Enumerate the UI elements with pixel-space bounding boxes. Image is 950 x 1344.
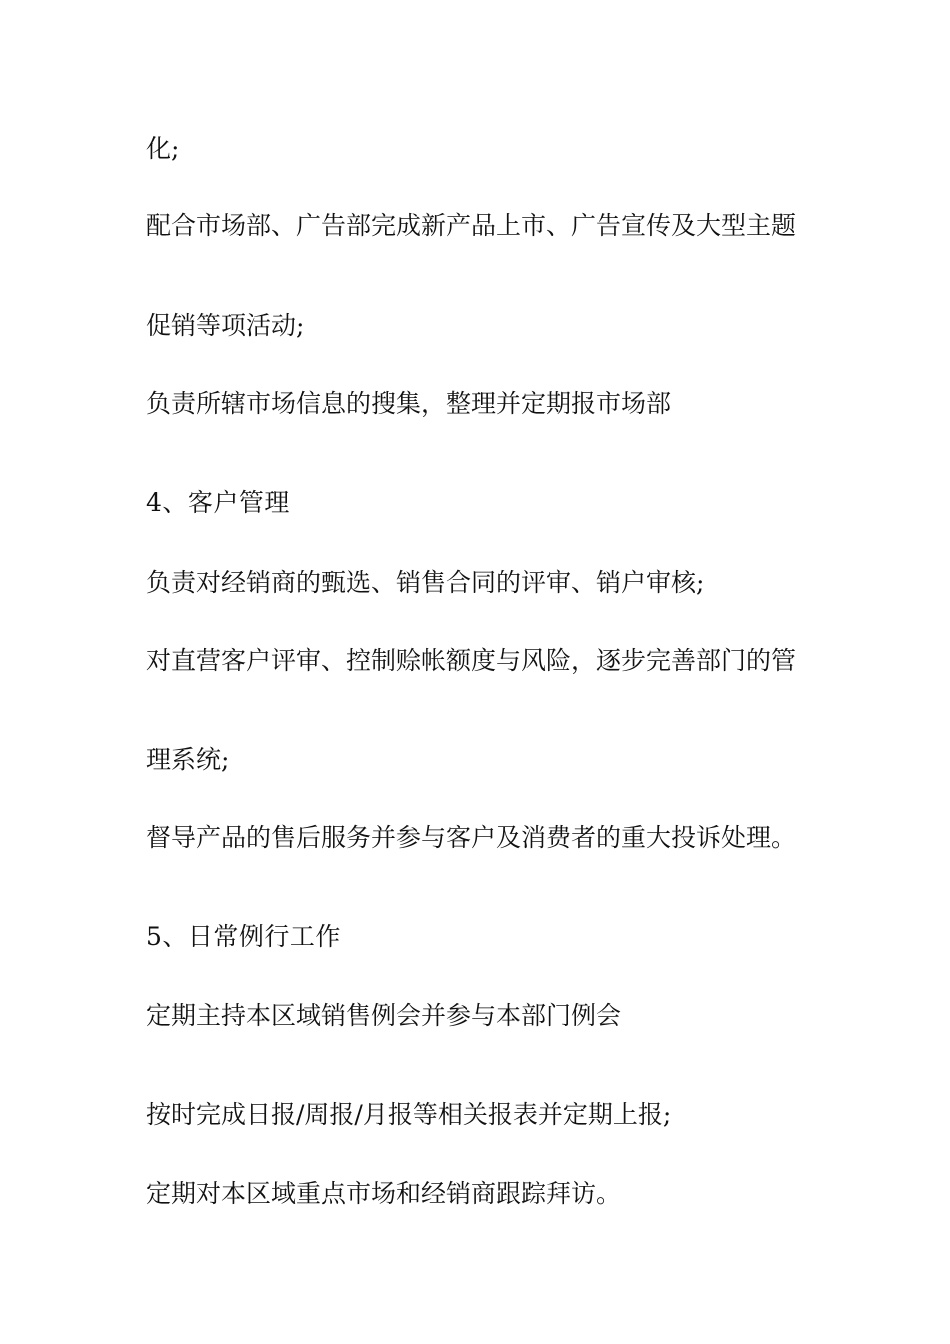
text-line-7: 对直营客户评审、控制赊帐额度与风险，逐步完善部门的管	[146, 646, 797, 675]
section-heading-customer-management: 4、客户管理	[146, 488, 290, 517]
text-line-6: 负责对经销商的甄选、销售合同的评审、销户审核;	[146, 568, 705, 597]
text-line-3: 促销等项活动;	[146, 311, 305, 340]
text-line-12: 按时完成日报/周报/月报等相关报表并定期上报;	[146, 1100, 672, 1129]
text-line-9: 督导产品的售后服务并参与客户及消费者的重大投诉处理。	[146, 823, 797, 852]
text-line-11: 定期主持本区域销售例会并参与本部门例会	[146, 1001, 622, 1030]
section-heading-daily-routine: 5、日常例行工作	[146, 922, 341, 951]
text-line-4: 负责所辖市场信息的搜集，整理并定期报市场部	[146, 389, 672, 418]
text-line-13: 定期对本区域重点市场和经销商跟踪拜访。	[146, 1179, 622, 1208]
text-line-1: 化;	[146, 134, 180, 163]
text-line-8: 理系统;	[146, 745, 230, 774]
text-line-2: 配合市场部、广告部完成新产品上市、广告宣传及大型主题	[146, 211, 797, 240]
